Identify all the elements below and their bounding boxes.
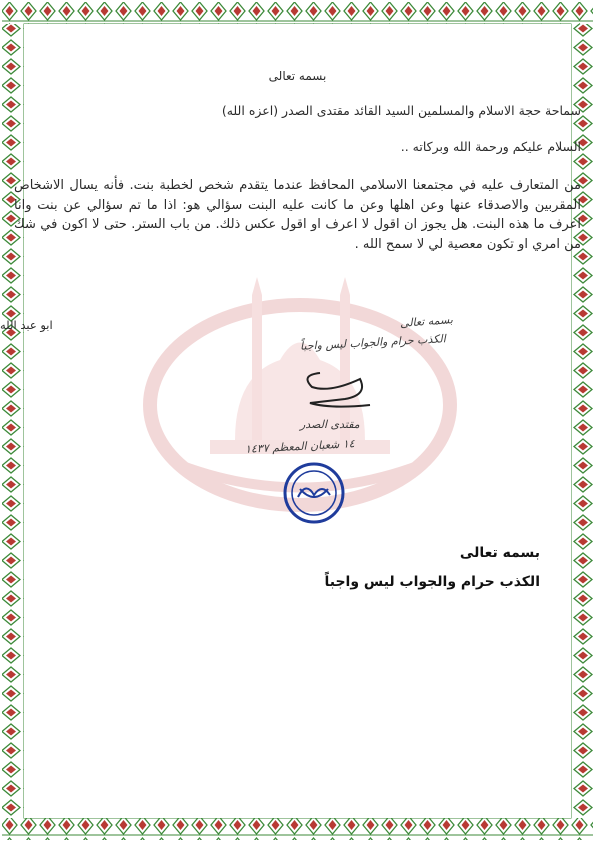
official-seal-stamp [282,461,346,525]
sender-name: ابو عبد الله [0,318,53,332]
question-body: من المتعارف عليه في مجتمعنا الاسلامي المحافظ عندما يتقدم شخص لخطبة بنت. فأنه يسال الاشخاص المقربين والاصدقاء عنها وعن اهلها وعن ما كانت عليه البنت سؤالي هو: اذا ما تم سؤالي عن بنت وانا اعرف ما هذه البنت. هل يجوز ان اقول لا اعرف او اقول عكس ذلك. من باب الستر. حتى لا اكون في شك من امري او تكون معصية لي لا سمح الله . [14,178,581,252]
answer-title: بسمه تعالى [459,545,540,561]
handwritten-date: ١٤ شعبان المعظم ١٤٣٧ [244,437,355,456]
handwritten-bismillah: بسمه تعالى [399,313,454,330]
bismillah-header: بسمه تعالى [268,69,327,83]
addressee-line: سماحة حجة الاسلام والمسلمين السيد القائد مقتدى الصدر (اعزه الله) [221,103,581,118]
handwritten-answer: الكذب حرام والجواب ليس واجباً [299,332,447,353]
signature [290,365,380,415]
greeting-line: السلام عليكم ورحمة الله وبركاته .. [400,139,581,154]
handwritten-name: مقتدى الصدر [300,418,360,431]
answer-text: الكذب حرام والجواب ليس واجباً [324,574,540,590]
